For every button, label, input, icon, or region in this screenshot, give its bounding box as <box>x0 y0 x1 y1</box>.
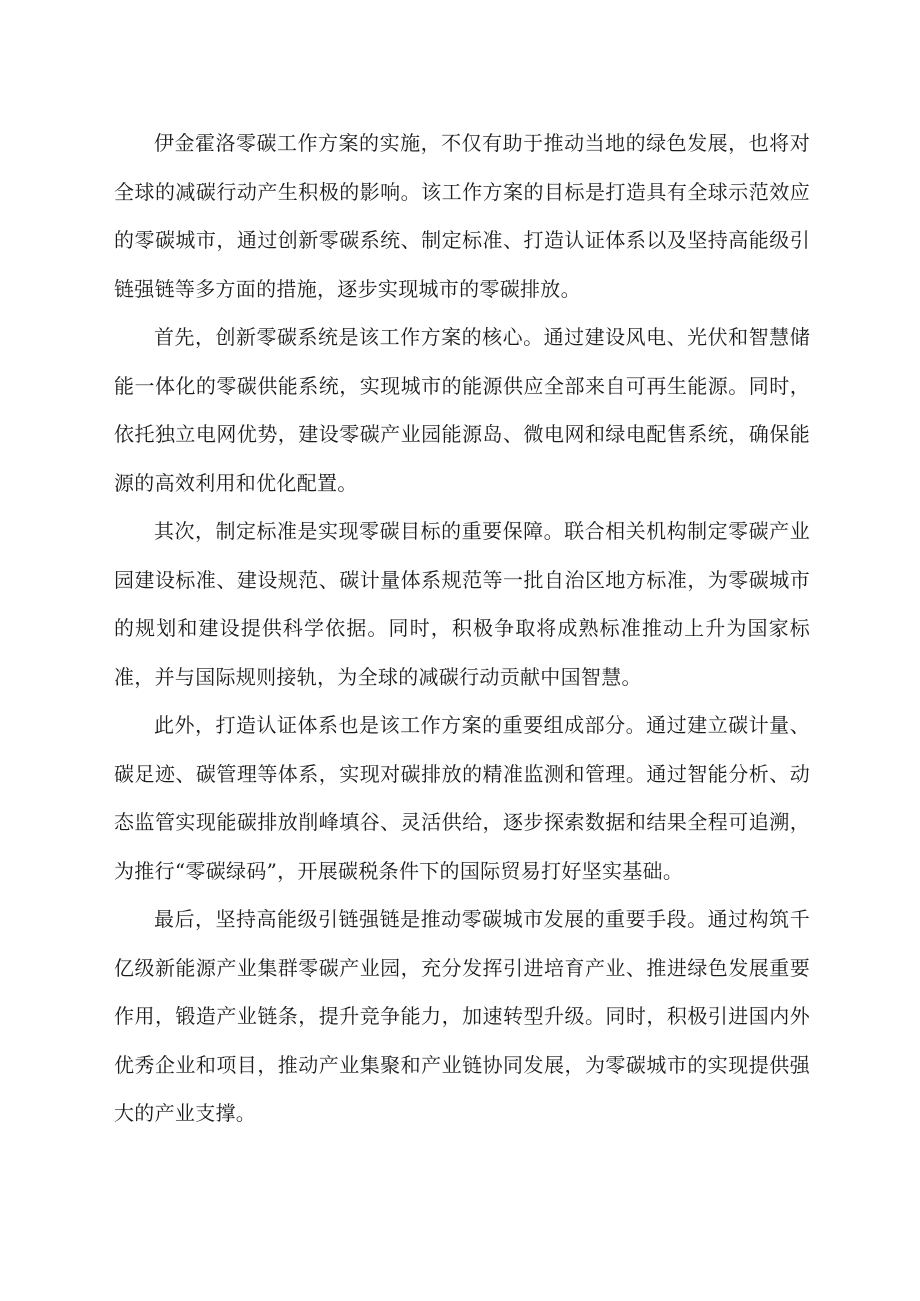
paragraph-innovation-system: 首先，创新零碳系统是该工作方案的核心。通过建设风电、光伏和智慧储能一体化的零碳供能系统，实现城市的能源供应全部来自可再生能源。同时，依托独立电网优势，建设零碳产业园能源岛、微电网和绿电配售系统，确保能源的高效利用和优化配置。 <box>114 325 810 495</box>
paragraph-industry-chain: 最后，坚持高能级引链强链是推动零碳城市发展的重要手段。通过构筑千亿级新能源产业集群零碳产业园，充分发挥引进培育产业、推进绿色发展重要作用，锻造产业链条，提升竞争能力，加速转型升级。同时，积极引进国内外优秀企业和项目，推动产业集聚和产业链协同发展，为零碳城市的实现提供强大的产业支撑。 <box>114 907 810 1125</box>
paragraph-certification: 此外，打造认证体系也是该工作方案的重要组成部分。通过建立碳计量、碳足迹、碳管理等体系，实现对碳排放的精准监测和管理。通过智能分析、动态监管实现能碳排放削峰填谷、灵活供给，逐步探索数据和结果全程可追溯，为推行“零碳绿码”，开展碳税条件下的国际贸易打好坚实基础。 <box>114 713 810 883</box>
paragraph-standards: 其次，制定标准是实现零碳目标的重要保障。联合相关机构制定零碳产业园建设标准、建设规范、碳计量体系规范等一批自治区地方标准，为零碳城市的规划和建设提供科学依据。同时，积极争取将成熟标准推动上升为国家标准，并与国际规则接轨，为全球的减碳行动贡献中国智慧。 <box>114 519 810 689</box>
paragraph-intro: 伊金霍洛零碳工作方案的实施，不仅有助于推动当地的绿色发展，也将对全球的减碳行动产生积极的影响。该工作方案的目标是打造具有全球示范效应的零碳城市，通过创新零碳系统、制定标准、打造认证体系以及坚持高能级引链强链等多方面的措施，逐步实现城市的零碳排放。 <box>114 131 810 301</box>
document-body <box>114 119 810 1138</box>
